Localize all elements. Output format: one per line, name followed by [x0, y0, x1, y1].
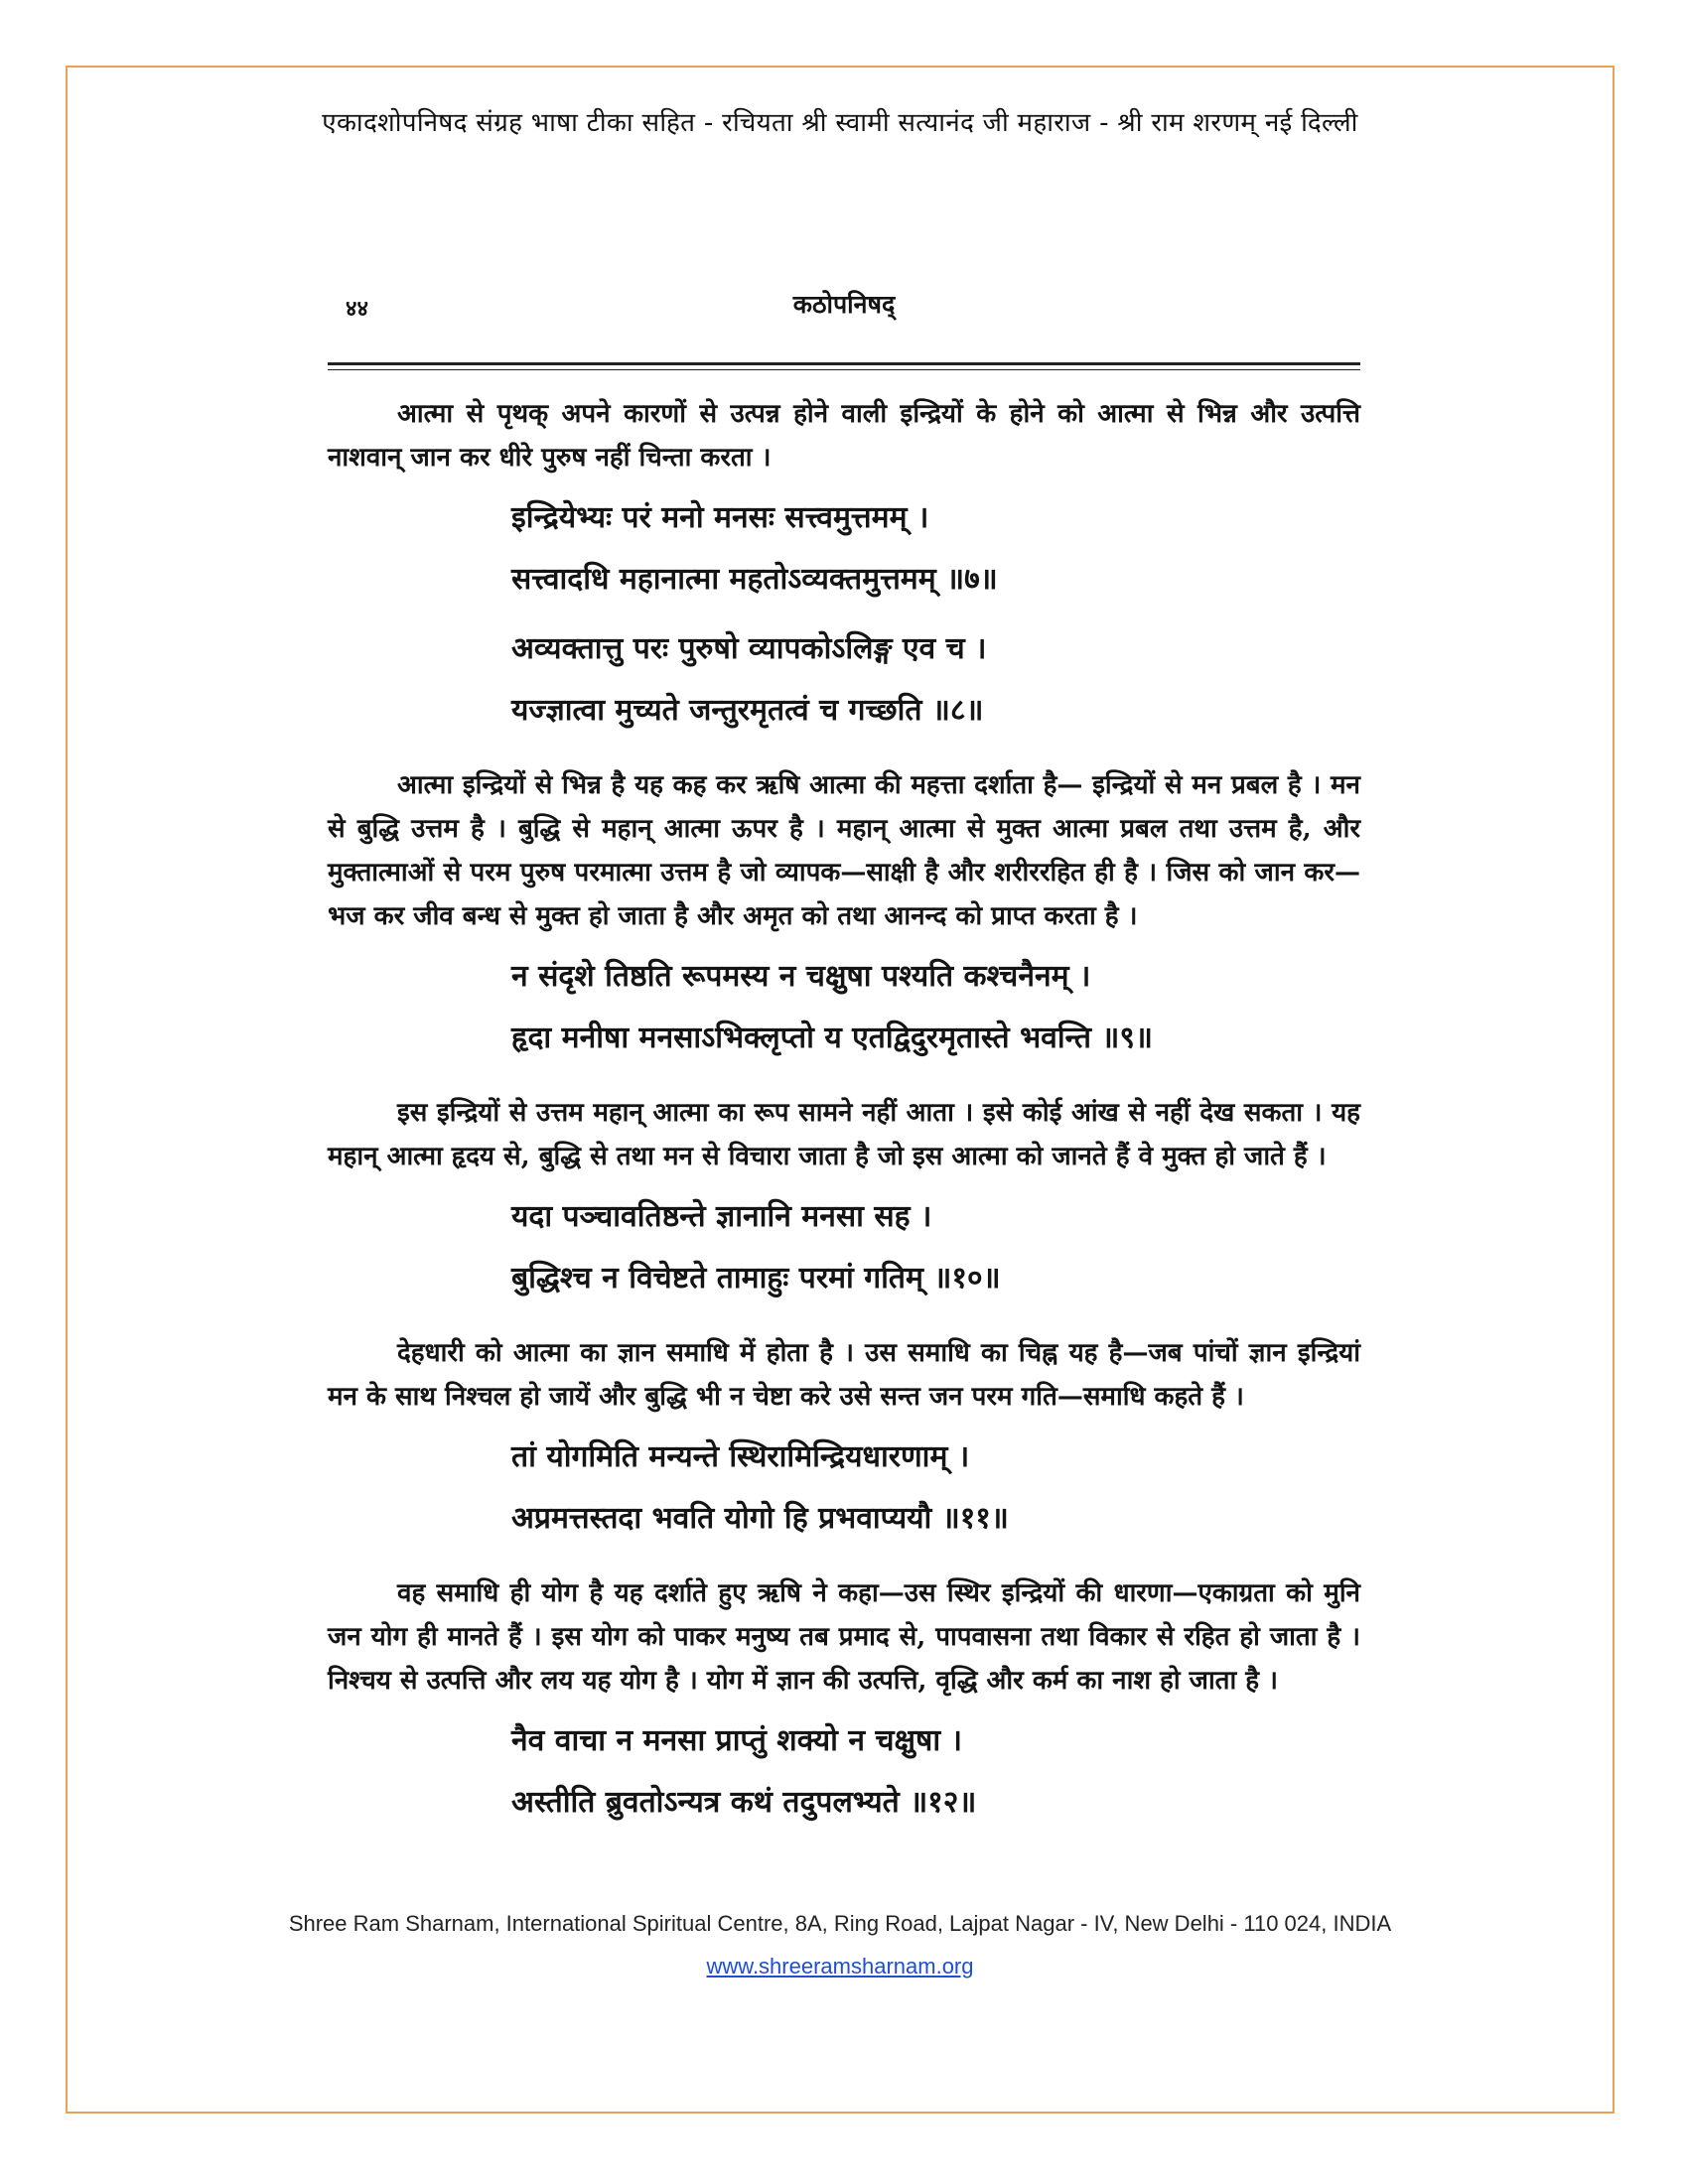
running-head — [328, 290, 1360, 333]
verse-line: नैव वाचा न मनसा प्राप्तुं शक्यो न चक्षुषा । — [511, 1723, 962, 1758]
commentary-paragraph: आत्मा से पृथक् अपने कारणों से उत्पन्न होने वाली इन्द्रियों के होने को आत्मा से भिन्न और उत्पत्ति नाशवान् जान कर धीरे पुरुष नहीं चिन्ता करता । — [328, 399, 1360, 473]
header-rule-thick — [328, 362, 1360, 365]
header-rule-thin — [328, 369, 1360, 370]
verse-8 — [328, 618, 1360, 742]
verse-line: सत्त्वादधि महानात्मा महतोऽव्यक्तमुत्तमम् ॥७॥ — [511, 562, 998, 597]
verse-line: अस्तीति ब्रुवतोऽन्यत्र कथं तदुपलभ्यते ॥१२॥ — [511, 1785, 977, 1820]
verse-line: यदा पञ्चावतिष्ठन्ते ज्ञानानि मनसा सह । — [511, 1199, 932, 1234]
verse-line: न संदृशे तिष्ठति रूपमस्य न चक्षुषा पश्यति कश्चनैनम् । — [511, 959, 1091, 994]
verse-line: इन्द्रियेभ्यः परं मनो मनसः सत्त्वमुत्तमम् । — [511, 500, 929, 535]
commentary-paragraph: इस इन्द्रियों से उत्तम महान् आत्मा का रूप सामने नहीं आता । इसे कोई आंख से नहीं देख सकता । यह महान् आत्मा हृदय से, बुद्धि से तथा मन से विचारा जाता है जो इस आत्मा को जानते हैं वे मुक्त हो जाते हैं । — [328, 1098, 1360, 1171]
verse-10 — [328, 1186, 1360, 1309]
verse-12 — [328, 1710, 1360, 1834]
footer-website — [66, 1954, 1615, 1979]
website-link[interactable]: www.shreeramsharnam.org — [706, 1954, 974, 1979]
verse-line: अव्यक्तात्तु परः पुरुषो व्यापकोऽलिङ्ग एव च । — [511, 631, 987, 666]
commentary-paragraph: देहधारी को आत्मा का ज्ञान समाधि में होता है । उस समाधि का चिह्न यह है—जब पांचों ज्ञान इन्द्रियां मन के साथ निश्चल हो जायें और बुद्धि भी न चेष्टा करे उसे सन्त जन परम गति—समाधि कहते हैं । — [328, 1338, 1360, 1412]
verse-line: यज्ज्ञात्वा मुच्यते जन्तुरमृतत्वं च गच्छति ॥८॥ — [511, 693, 984, 728]
verse-11 — [328, 1427, 1360, 1550]
document-header: एकादशोपनिषद संग्रह भाषा टीका सहित - रचियता श्री स्वामी सत्यानंद जी महाराज - श्री राम शरणम् नई दिल्ली — [322, 108, 1358, 138]
running-title: कठोपनिषद् — [792, 290, 896, 319]
verse-line: तां योगमिति मन्यन्ते स्थिरामिन्द्रियधारणाम् । — [511, 1439, 970, 1474]
verse-line: अप्रमत्तस्तदा भवति योगो हि प्रभवाप्ययौ ॥११॥ — [511, 1501, 1009, 1536]
verse-9 — [328, 946, 1360, 1069]
commentary-paragraph: आत्मा इन्द्रियों से भिन्न है यह कह कर ऋषि आत्मा की महत्ता दर्शाता है— इन्द्रियों से मन प्रबल है । मन से बुद्धि उत्तम है । बुद्धि से महान् आत्मा ऊपर है । महान् आत्मा से मुक्त आत्मा प्रबल तथा उत्तम है, और मुक्तात्माओं से परम पुरुष परमात्मा उत्तम है जो व्यापक—साक्षी है और शरीररहित ही है । जिस को जान कर—भज कर जीव बन्ध से मुक्त हो जाता है और अमृत को तथा आनन्द को प्राप्त करता है । — [328, 770, 1360, 931]
scanned-page — [328, 290, 1360, 1855]
commentary-paragraph: वह समाधि ही योग है यह दर्शाते हुए ऋषि ने कहा—उस स्थिर इन्द्रियों की धारणा—एकाग्रता को मुनि जन योग ही मानते हैं । इस योग को पाकर मनुष्य तब प्रमाद से, पापवासना तथा विकार से रहित हो जाता है । निश्चय से उत्पत्ति और लय यह योग है । योग में ज्ञान की उत्पत्ति, वृद्धि और कर्म का नाश हो जाता है । — [328, 1578, 1360, 1696]
footer-address: Shree Ram Sharnam, International Spiritual Centre, 8A, Ring Road, Lajpat Nagar - IV, New Delhi - 110 024, INDIA — [288, 1911, 1392, 1936]
page-number: ४४ — [346, 296, 368, 322]
verse-line: बुद्धिश्च न विचेष्टते तामाहुः परमां गतिम् ॥१०॥ — [511, 1261, 1001, 1296]
verse-line: हृदा मनीषा मनसाऽभिक्लृप्तो य एतद्विदुरमृतास्ते भवन्ति ॥९॥ — [511, 1021, 1153, 1055]
verse-7 — [328, 487, 1360, 611]
